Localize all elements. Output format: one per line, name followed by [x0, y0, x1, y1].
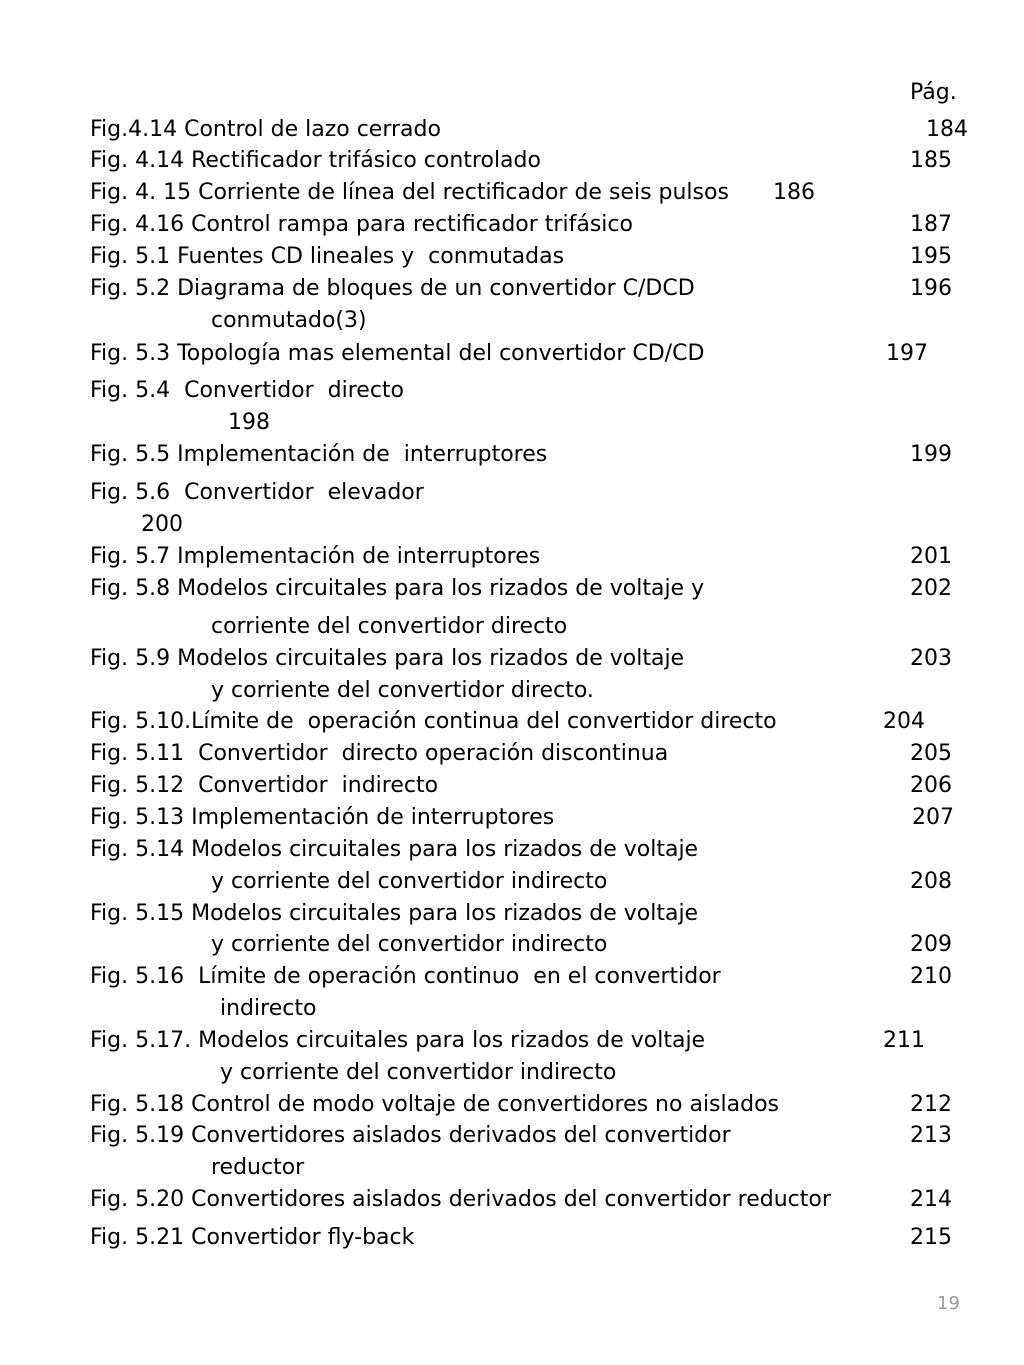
entry-label: Fig. 5.11 Convertidor directo operación discontinua	[90, 741, 669, 766]
entry-label: Fig. 5.3 Topología mas elemental del convertidor CD/CD	[90, 341, 705, 366]
entry-label: Fig. 5.21 Convertidor fly-back	[90, 1225, 415, 1250]
entry-label: Fig. 5.4 Convertidor directo	[90, 378, 405, 403]
entry-page: 207	[912, 805, 954, 830]
entry-label: Fig. 5.19 Convertidores aislados derivados del convertidor	[90, 1123, 731, 1148]
entry-label: Fig. 5.5 Implementación de interruptores	[90, 442, 548, 467]
entry-page: 185	[910, 148, 952, 173]
entry-continuation: 198	[228, 410, 270, 435]
entry-continuation: reductor	[211, 1155, 305, 1180]
entry-page: 186	[773, 180, 815, 205]
entry-page: 195	[910, 244, 952, 269]
entry-page: 187	[910, 212, 952, 237]
entry-label: Fig. 5.1 Fuentes CD lineales y conmutadas	[90, 244, 565, 269]
entry-label: Fig. 5.14 Modelos circuitales para los rizados de voltaje	[90, 837, 699, 862]
entry-page: 197	[886, 341, 928, 366]
entry-continuation: conmutado(3)	[211, 308, 367, 333]
entry-label: Fig. 5.12 Convertidor indirecto	[90, 773, 439, 798]
entry-page: 204	[883, 709, 925, 734]
entry-label: Fig. 5.18 Control de modo voltaje de convertidores no aislados	[90, 1092, 779, 1117]
page-number: 19	[937, 1293, 960, 1314]
entry-label: Fig. 5.10.Límite de operación continua del convertidor directo	[90, 709, 777, 734]
entry-continuation: y corriente del convertidor indirecto	[211, 869, 608, 894]
entry-label: Fig. 5.16 Límite de operación continuo en el convertidor	[90, 964, 721, 989]
entry-page: 214	[910, 1187, 952, 1212]
entry-label: Fig. 4.16 Control rampa para rectificador trifásico	[90, 212, 633, 237]
entry-page: 199	[910, 442, 952, 467]
entry-continuation: 200	[141, 512, 183, 537]
entry-page: 196	[910, 276, 952, 301]
entry-page: 212	[910, 1092, 952, 1117]
entry-page: 208	[910, 869, 952, 894]
entry-label: Fig. 5.13 Implementación de interruptores	[90, 805, 555, 830]
entry-page: 201	[910, 544, 952, 569]
entry-label: Fig. 5.2 Diagrama de bloques de un convertidor C/DCD	[90, 276, 695, 301]
entry-label: Fig. 5.8 Modelos circuitales para los rizados de voltaje y	[90, 576, 705, 601]
entry-page: 213	[910, 1123, 952, 1148]
entry-page: 211	[883, 1028, 925, 1053]
entry-page: 209	[910, 932, 952, 957]
page-column-header: Pág.	[910, 80, 957, 105]
entry-label: Fig. 4. 15 Corriente de línea del rectificador de seis pulsos	[90, 180, 729, 205]
entry-page: 203	[910, 646, 952, 671]
entry-label: Fig. 5.17. Modelos circuitales para los rizados de voltaje	[90, 1028, 706, 1053]
entry-label: Fig. 5.15 Modelos circuitales para los rizados de voltaje	[90, 901, 699, 926]
entry-page: 215	[910, 1225, 952, 1250]
entry-label: Fig. 5.9 Modelos circuitales para los rizados de voltaje	[90, 646, 685, 671]
entry-continuation: corriente del convertidor directo	[211, 614, 568, 639]
entry-continuation: y corriente del convertidor indirecto	[220, 1060, 617, 1085]
entry-page: 210	[910, 964, 952, 989]
entry-continuation: y corriente del convertidor directo.	[211, 678, 594, 703]
entry-page: 206	[910, 773, 952, 798]
entry-label: Fig.4.14 Control de lazo cerrado	[90, 117, 441, 142]
entry-label: Fig. 4.14 Rectificador trifásico controlado	[90, 148, 541, 173]
entry-label: Fig. 5.7 Implementación de interruptores	[90, 544, 541, 569]
entry-page: 184	[926, 117, 968, 142]
entry-continuation: indirecto	[220, 996, 317, 1021]
entry-page: 205	[910, 741, 952, 766]
entry-label: Fig. 5.6 Convertidor elevador	[90, 480, 424, 505]
entry-label: Fig. 5.20 Convertidores aislados derivados del convertidor reductor	[90, 1187, 831, 1212]
entry-continuation: y corriente del convertidor indirecto	[211, 932, 608, 957]
entry-page: 202	[910, 576, 952, 601]
